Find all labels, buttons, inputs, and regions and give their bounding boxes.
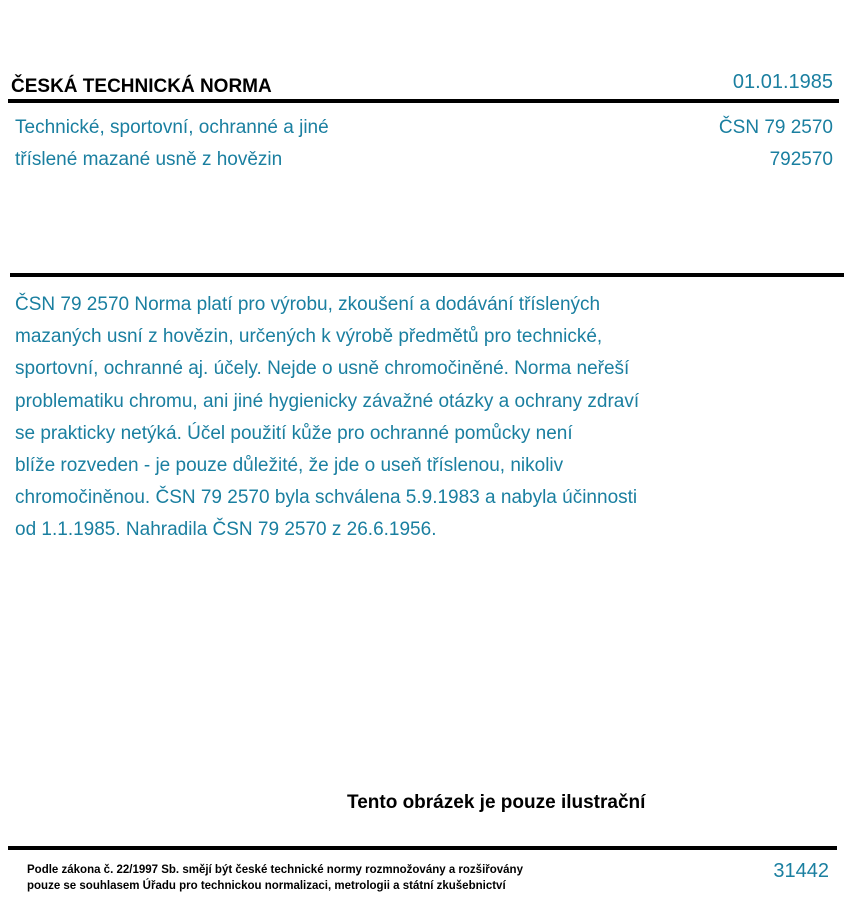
footer-legal-notice xyxy=(27,862,523,894)
standard-title-line-1: Technické, sportovní, ochranné a jiné xyxy=(15,117,329,138)
abstract-line: od 1.1.1985. Nahradila ČSN 79 2570 z 26.6.1956. xyxy=(15,519,437,541)
footer-divider xyxy=(8,846,837,850)
abstract-line: ČSN 79 2570 Norma platí pro výrobu, zkoušení a dodávání tříslených xyxy=(15,294,601,315)
abstract-line: problematiku chromu, ani jiné hygienicky závažné otázky a ochrany zdraví xyxy=(15,390,640,412)
header-divider xyxy=(8,99,839,103)
abstract-text xyxy=(15,289,745,547)
section-divider xyxy=(10,273,844,277)
abstract-line: sportovní, ochranné aj. účely. Nejde o usně chromočiněné. Norma neřeší xyxy=(15,358,630,380)
abstract-line: mazaných usní z hovězin, určených k výrobě předmětů pro technické, xyxy=(15,326,603,348)
footer-legal-line-1: Podle zákona č. 22/1997 Sb. smějí být české technické normy rozmnožovány a rozšiřovány xyxy=(27,864,523,876)
abstract-line: blíže rozveden - je pouze důležité, že jde o useň tříslenou, nikoliv xyxy=(15,455,564,477)
document-header-title: ČESKÁ TECHNICKÁ NORMA xyxy=(11,76,272,97)
footer-legal-line-2: pouze se souhlasem Úřadu pro technickou normalizaci, metrologii a státní zkušebnictví xyxy=(27,880,506,892)
abstract-line: chromočiněnou. ČSN 79 2570 byla schválena 5.9.1983 a nabyla účinnosti xyxy=(15,487,638,509)
standard-code: ČSN 79 2570 xyxy=(718,117,833,138)
standard-number: 792570 xyxy=(769,149,833,170)
standard-title-line-2: tříslené mazané usně z hovězin xyxy=(15,149,283,170)
document-date: 01.01.1985 xyxy=(732,71,833,93)
abstract-line: se prakticky netýká. Účel použití kůže pro ochranné pomůcky není xyxy=(15,422,573,444)
footer-document-id: 31442 xyxy=(773,860,829,882)
illustration-disclaimer: Tento obrázek je pouze ilustrační xyxy=(347,792,646,813)
